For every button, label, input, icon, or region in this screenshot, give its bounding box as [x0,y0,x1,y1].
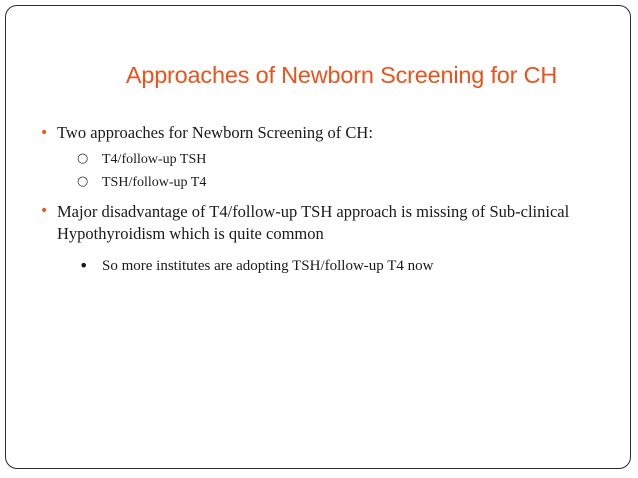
hollow-circle-bullet-icon: ○ [77,174,89,189]
sub-bullet-text: So more institutes are adopting TSH/follow-up T4 now [102,258,434,274]
sub-bullet-item [42,256,602,276]
bullet-text: Major disadvantage of T4/follow-up TSH approach is missing of Sub-clinical Hypothyroidism which is quite common [57,202,570,243]
bullet-dot-icon: • [40,203,49,219]
sub-bullet-item [42,173,602,193]
slide-title: Approaches of Newborn Screening for CH [125,62,558,88]
sub-bullet-text: T4/follow-up TSH [102,152,207,167]
bullet-dot-icon: • [79,256,89,275]
hollow-circle-bullet-icon: ○ [77,151,89,166]
sub-bullet-text: TSH/follow-up T4 [102,175,207,190]
bullet-item [42,123,602,145]
sub-bullet-item [42,150,602,170]
bullet-item [42,201,602,247]
bullet-dot-icon: • [40,125,49,141]
bullet-text: Two approaches for Newborn Screening of CH: [57,123,373,142]
